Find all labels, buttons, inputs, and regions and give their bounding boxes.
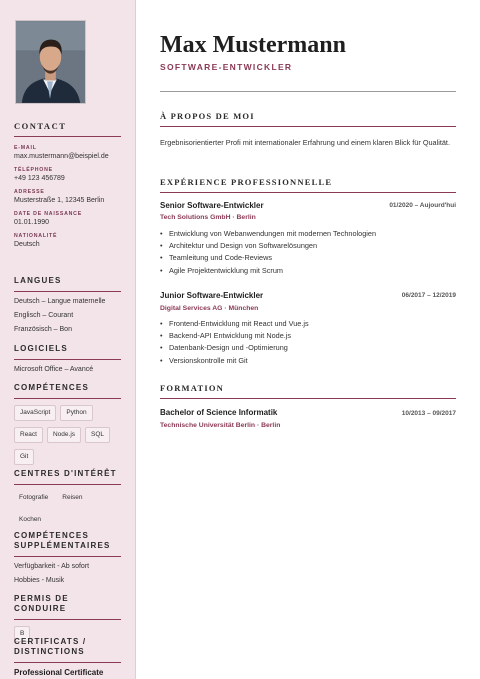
sidebar [0, 0, 136, 679]
skill-chip: Python [60, 405, 92, 421]
job-dates: 01/2020 – Aujourd'hui [389, 202, 456, 209]
phone-value: +49 123 456789 [14, 175, 65, 182]
job-bullets [160, 228, 456, 277]
job-bullets [160, 318, 456, 367]
job-bullet: • Frontend-Entwicklung mit React und Vue.js [160, 318, 456, 330]
job-bullet: • Agile Projektentwicklung mit Scrum [160, 265, 456, 277]
skills-chips [14, 405, 121, 465]
job-company: Digital Services AG · München [160, 305, 259, 312]
header-divider [160, 91, 456, 92]
email-label: E-MAIL [14, 145, 37, 151]
job-bullet: • Versionskontrolle mit Git [160, 355, 456, 367]
education-heading: FORMATION [160, 383, 456, 399]
address-value: Musterstraße 1, 12345 Berlin [14, 197, 105, 204]
about-text: Ergebnisorientierter Profi mit internationaler Erfahrung und einem klaren Blick für Qualität. [160, 138, 450, 147]
email-value: max.mustermann@beispiel.de [14, 153, 109, 160]
address-label: ADRESSE [14, 189, 45, 195]
skill-chip: Node.js [47, 427, 81, 443]
interests-list [14, 491, 121, 527]
job-company: Tech Solutions GmbH · Berlin [160, 214, 256, 221]
job-bullet: • Architektur und Design von Softwarelösungen [160, 240, 456, 252]
extra-skill-item: Hobbies - Musik [14, 577, 65, 584]
job-bullet: • Datenbank-Design und -Optimierung [160, 342, 456, 354]
certificates-heading-line2: DISTINCTIONS [14, 647, 85, 656]
education-degree: Bachelor of Science Informatik [160, 408, 278, 417]
skills-heading: COMPÉTENCES [14, 383, 121, 399]
extra-skills-heading-line1: COMPÉTENCES [14, 531, 89, 540]
extra-skills-heading [14, 531, 121, 557]
interest-item: Reisen [62, 494, 83, 501]
software-heading: LOGICIELS [14, 344, 121, 360]
phone-label: TÉLÉPHONE [14, 167, 53, 173]
nationality-value: Deutsch [14, 241, 40, 248]
skill-chip: SQL [85, 427, 110, 443]
job-dates: 06/2017 – 12/2019 [401, 292, 456, 299]
interest-item: Fotografie [19, 494, 49, 501]
license-chip: B [14, 626, 30, 642]
certificate-item: Professional Certificate [14, 668, 104, 677]
skill-chip: JavaScript [14, 405, 56, 421]
job-bullet: • Entwicklung von Webanwendungen mit modernen Technologien [160, 228, 456, 240]
license-heading: PERMIS DE CONDUIRE [14, 594, 121, 620]
language-item: Englisch – Courant [14, 312, 74, 319]
nationality-label: NATIONALITÉ [14, 233, 58, 239]
languages-heading: LANGUES [14, 276, 121, 292]
experience-heading: EXPÉRIENCE PROFESSIONNELLE [160, 177, 456, 193]
interests-heading: CENTRES D'INTÉRÊT [14, 469, 121, 485]
education-dates: 10/2013 – 09/2017 [401, 410, 456, 417]
full-name: Max Mustermann [160, 32, 346, 58]
job-bullet: • Teamleitung und Code-Reviews [160, 252, 456, 264]
job-role: SOFTWARE-ENTWICKLER [160, 62, 293, 72]
profile-photo [15, 20, 86, 104]
person-photo-icon [16, 21, 85, 103]
skill-chip: Git [14, 449, 34, 465]
language-item: Deutsch – Langue maternelle [14, 298, 106, 305]
certificates-heading [14, 637, 121, 663]
interest-item: Kochen [19, 516, 42, 523]
contact-heading: CONTACT [14, 121, 121, 137]
skill-chip: React [14, 427, 43, 443]
job-bullet: • Backend-API Entwicklung mit Node.js [160, 330, 456, 342]
birthdate-value: 01.01.1990 [14, 219, 50, 226]
birthdate-label: DATE DE NAISSANCE [14, 211, 82, 217]
job-title: Senior Software-Entwickler [160, 201, 264, 210]
extra-skills-heading-line2: SUPPLÉMENTAIRES [14, 541, 111, 550]
certificates-heading-line1: CERTIFICATS / [14, 637, 87, 646]
education-school: Technische Universität Berlin · Berlin [160, 422, 281, 429]
language-item: Französisch – Bon [14, 326, 72, 333]
software-item: Microsoft Office – Avancé [14, 366, 94, 373]
job-title: Junior Software-Entwickler [160, 291, 264, 300]
about-heading: À PROPOS DE MOI [160, 111, 456, 127]
extra-skill-item: Verfügbarkeit - Ab sofort [14, 563, 90, 570]
